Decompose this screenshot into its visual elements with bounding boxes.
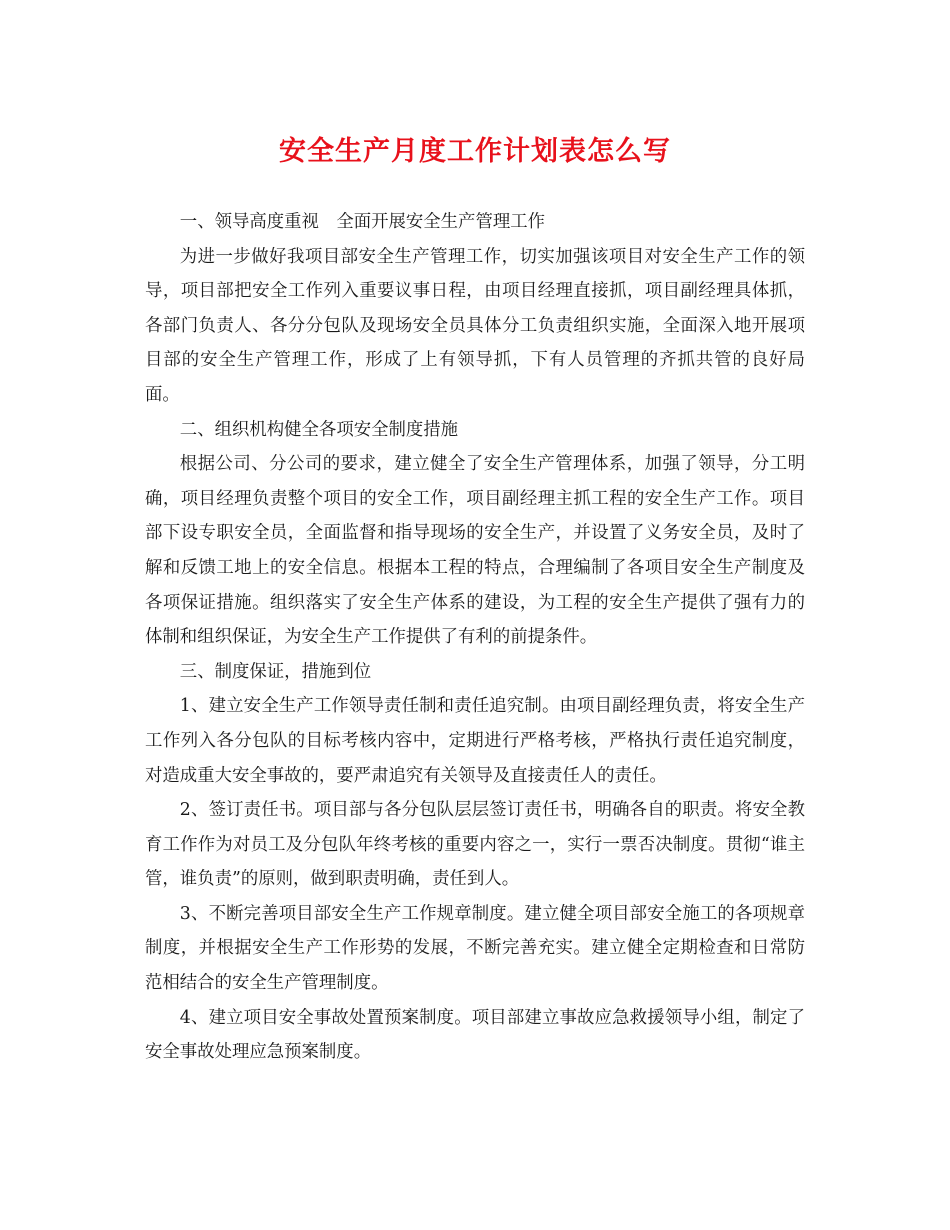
paragraph-item-1: 1、建立安全生产工作领导责任制和责任追究制。由项目副经理负责，将安全生产工作列入各分包队的目标考核内容中，定期进行严格考核，严格执行责任追究制度，对造成重大安全事故的，要严肃追究有关领导及直接责任人的责任。 — [145, 696, 805, 786]
heading-section-2: 二、组织机构健全各项安全制度措施 — [179, 419, 459, 440]
heading-section-3: 三、制度保证，措施到位 — [179, 661, 372, 682]
heading-section-1: 一、领导高度重视 全面开展安全生产管理工作 — [179, 212, 546, 232]
document-title: 安全生产月度工作计划表怎么写 — [279, 136, 671, 167]
paragraph-section-2: 根据公司、分公司的要求，建立健全了安全生产管理体系，加强了领导，分工明确，项目经理负责整个项目的安全工作，项目副经理主抓工程的安全生产工作。项目部下设专职安全员，全面监督和指导现场的安全生产，并设置了义务安全员，及时了解和反馈工地上的安全信息。根据本工程的特点，合理编制了各项目安全生产制度及各项保证措施。组织落实了安全生产体系的建设，为工程的安全生产提供了强有力的体制和组织保证，为安全生产工作提供了有利的前提条件。 — [145, 454, 805, 648]
paragraph-item-4: 4、建立项目安全事故处置预案制度。项目部建立事故应急救援领导小组，制定了安全事故处理应急预案制度。 — [145, 1007, 805, 1063]
paragraph-item-3: 3、不断完善项目部安全生产工作规章制度。建立健全项目部安全施工的各项规章制度，并根据安全生产工作形势的发展，不断完善充实。建立健全定期检查和日常防范相结合的安全生产管理制度。 — [145, 903, 805, 994]
paragraph-section-1: 为进一步做好我项目部安全生产管理工作，切实加强该项目对安全生产工作的领导，项目部把安全工作列入重要议事日程，由项目经理直接抓，项目副经理具体抓，各部门负责人、各分分包队及现场安全员具体分工负责组织实施，全面深入地开展项目部的安全生产管理工作，形成了上有领导抓，下有人员管理的齐抓共管的良好局面。 — [145, 246, 805, 405]
paragraph-item-2: 2、签订责任书。项目部与各分包队层层签订责任书，明确各自的职责。将安全教育工作作为对员工及分包队年终考核的重要内容之一，实行一票否决制度。贯彻“谁主管，谁负责”的原则，做到职责明确，责任到人。 — [145, 800, 805, 890]
document-body — [145, 205, 805, 1070]
